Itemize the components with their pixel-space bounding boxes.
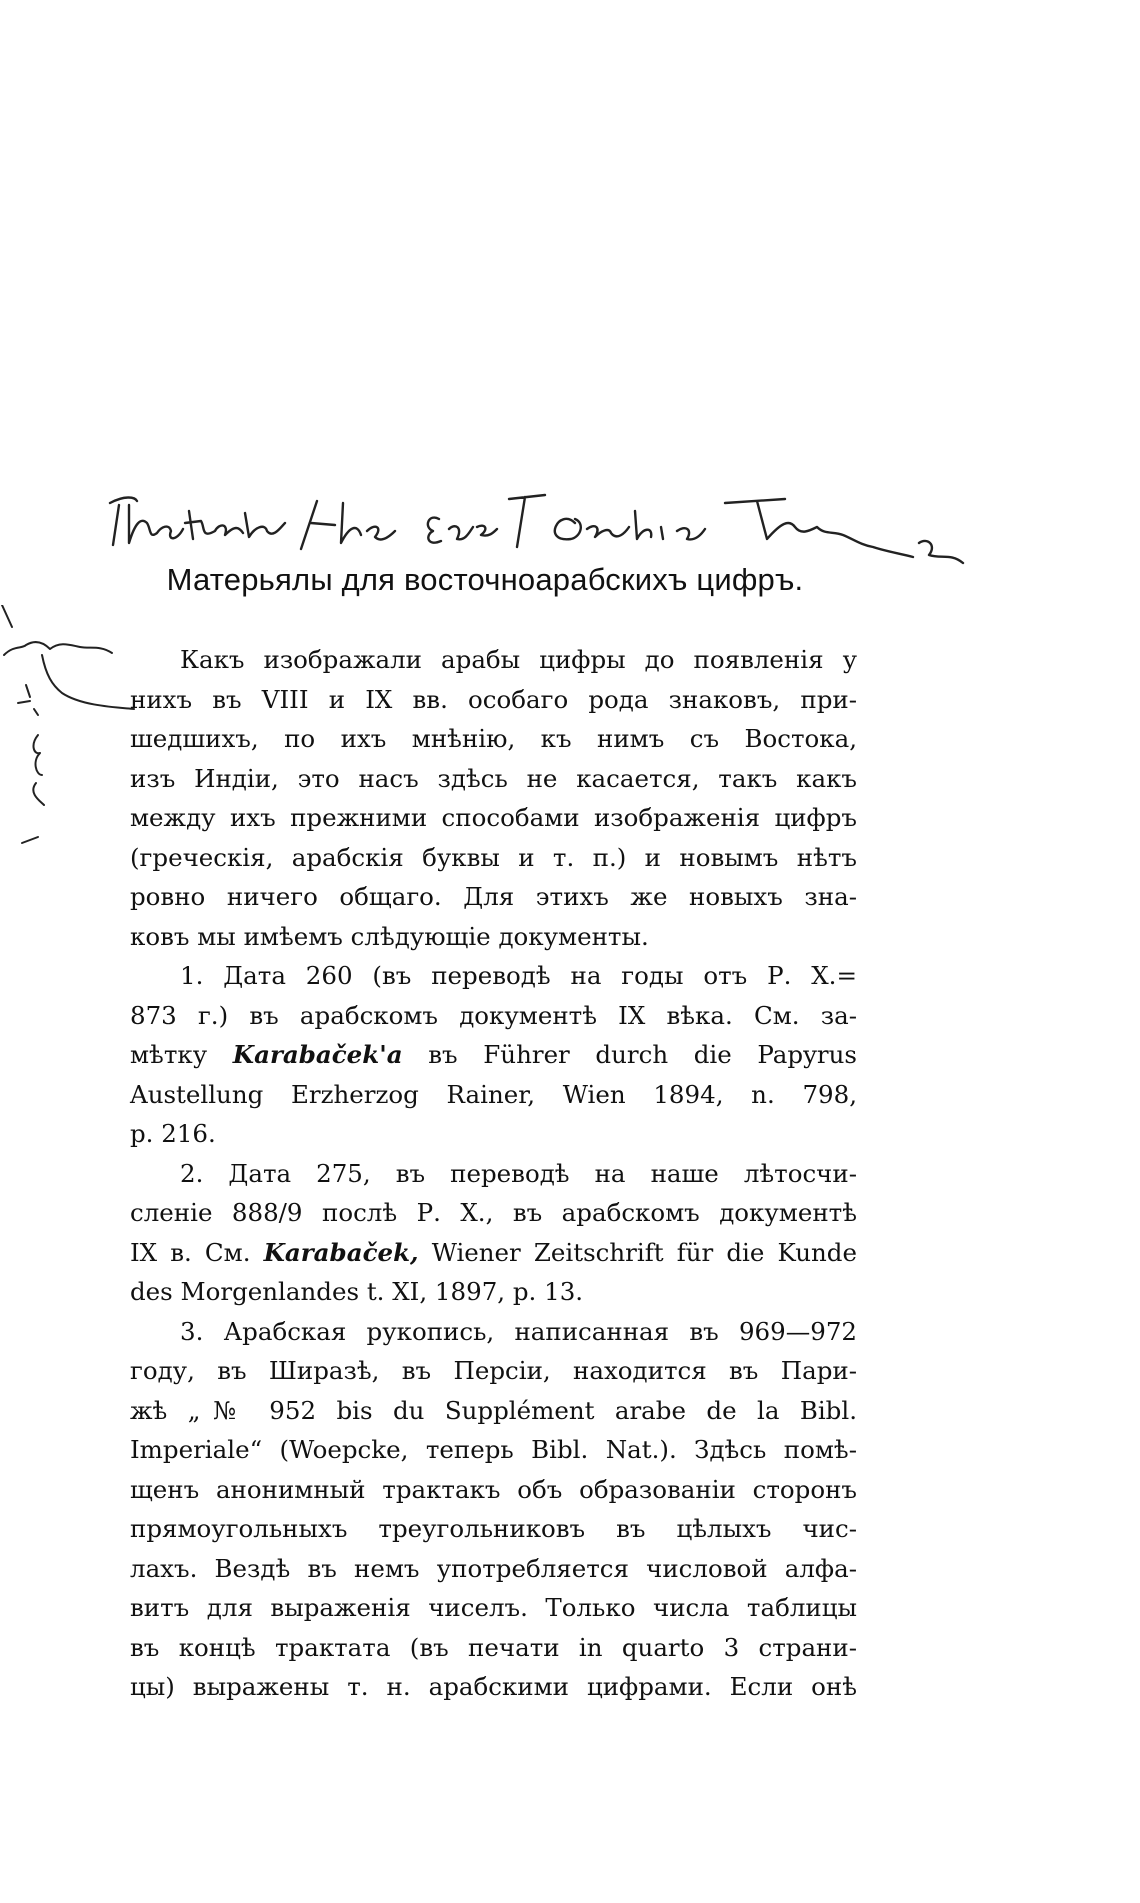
- author-name-italic: Karabaček,: [263, 1237, 419, 1267]
- author-name-italic: Karabaček'a: [232, 1040, 403, 1069]
- text-line: изъ Индіи, это насъ здѣсь не касается, такъ какъ: [130, 763, 857, 793]
- text-line: Какъ изображали арабы цифры до появленія у: [180, 645, 857, 674]
- text-line: цы) выражены т. н. арабскими цифрами. Если онѣ: [130, 1672, 857, 1701]
- handwriting-scribble: [105, 483, 975, 573]
- text-line: Imperiale“ (Woepcke, теперь Bibl. Nat.). Здѣсь помѣ-: [130, 1435, 857, 1464]
- text-line: щенъ анонимный трактакъ объ образованіи сторонъ: [130, 1474, 857, 1504]
- text-line: витъ для выраженія чиселъ. Только числа таблицы: [130, 1593, 857, 1622]
- text-line: (греческія, арабскія буквы и т. п.) и новымъ нѣтъ: [130, 842, 857, 872]
- text-line: ровно ничего общаго. Для этихъ же новыхъ зна-: [130, 882, 857, 911]
- text-line: прямоугольныхъ треугольниковъ въ цѣлыхъ чис-: [130, 1514, 857, 1543]
- text-segment: въ Führer durch die Papyrus: [428, 1040, 857, 1069]
- text-line: 2. Дата 275, въ переводѣ на наше лѣтосчи-: [180, 1158, 857, 1188]
- text-line: нихъ въ VIII и IX вв. особаго рода знаковъ, при-: [130, 684, 857, 714]
- text-line: между ихъ прежними способами изображенія цифръ: [130, 803, 857, 832]
- text-line: ковъ мы имѣемъ слѣдующіе документы.: [130, 921, 649, 951]
- text-line: p. 216.: [130, 1119, 216, 1148]
- text-line: сленіе 888/9 послѣ Р. Х., въ арабскомъ документѣ: [130, 1198, 857, 1227]
- text-line: des Morgenlandes t. XI, 1897, p. 13.: [130, 1277, 584, 1306]
- text-line: 873 г.) въ арабскомъ документѣ IX вѣка. См. за-: [130, 1000, 857, 1030]
- body-text: [130, 640, 857, 1707]
- text-line: въ концѣ трактата (въ печати in quarto 3 страни-: [130, 1632, 857, 1662]
- text-line: 1. Дата 260 (въ переводѣ на годы отъ Р. Х.=: [180, 961, 857, 990]
- text-line: Austellung Erzherzog Rainer, Wien 1894, n. 798,: [130, 1079, 857, 1109]
- text-line: году, въ Ширазѣ, въ Персіи, находится въ Пари-: [130, 1356, 857, 1385]
- handwritten-annotation: [105, 483, 975, 573]
- text-segment: IX в. См.: [130, 1237, 251, 1267]
- text-line-with-italic: [130, 1233, 857, 1273]
- page-title: Матерьялы для восточноарабскихъ цифръ.: [166, 562, 804, 597]
- text-line: 3. Арабская рукопись, написанная въ 969—972: [180, 1316, 857, 1346]
- text-line: шедшихъ, по ихъ мнѣнію, къ нимъ съ Востока,: [130, 724, 857, 753]
- text-segment: мѣтку: [130, 1040, 208, 1069]
- text-segment: Wiener Zeitschrift für die Kunde: [431, 1237, 857, 1267]
- text-line: жѣ „№ 952 bis du Supplément arabe de la Bibl.: [130, 1395, 857, 1425]
- margin-scribble: [0, 605, 140, 865]
- margin-annotation-marks: [0, 605, 140, 865]
- text-line: лахъ. Вездѣ въ немъ употребляется числовой алфа-: [130, 1553, 857, 1583]
- text-line-with-italic: [130, 1035, 857, 1075]
